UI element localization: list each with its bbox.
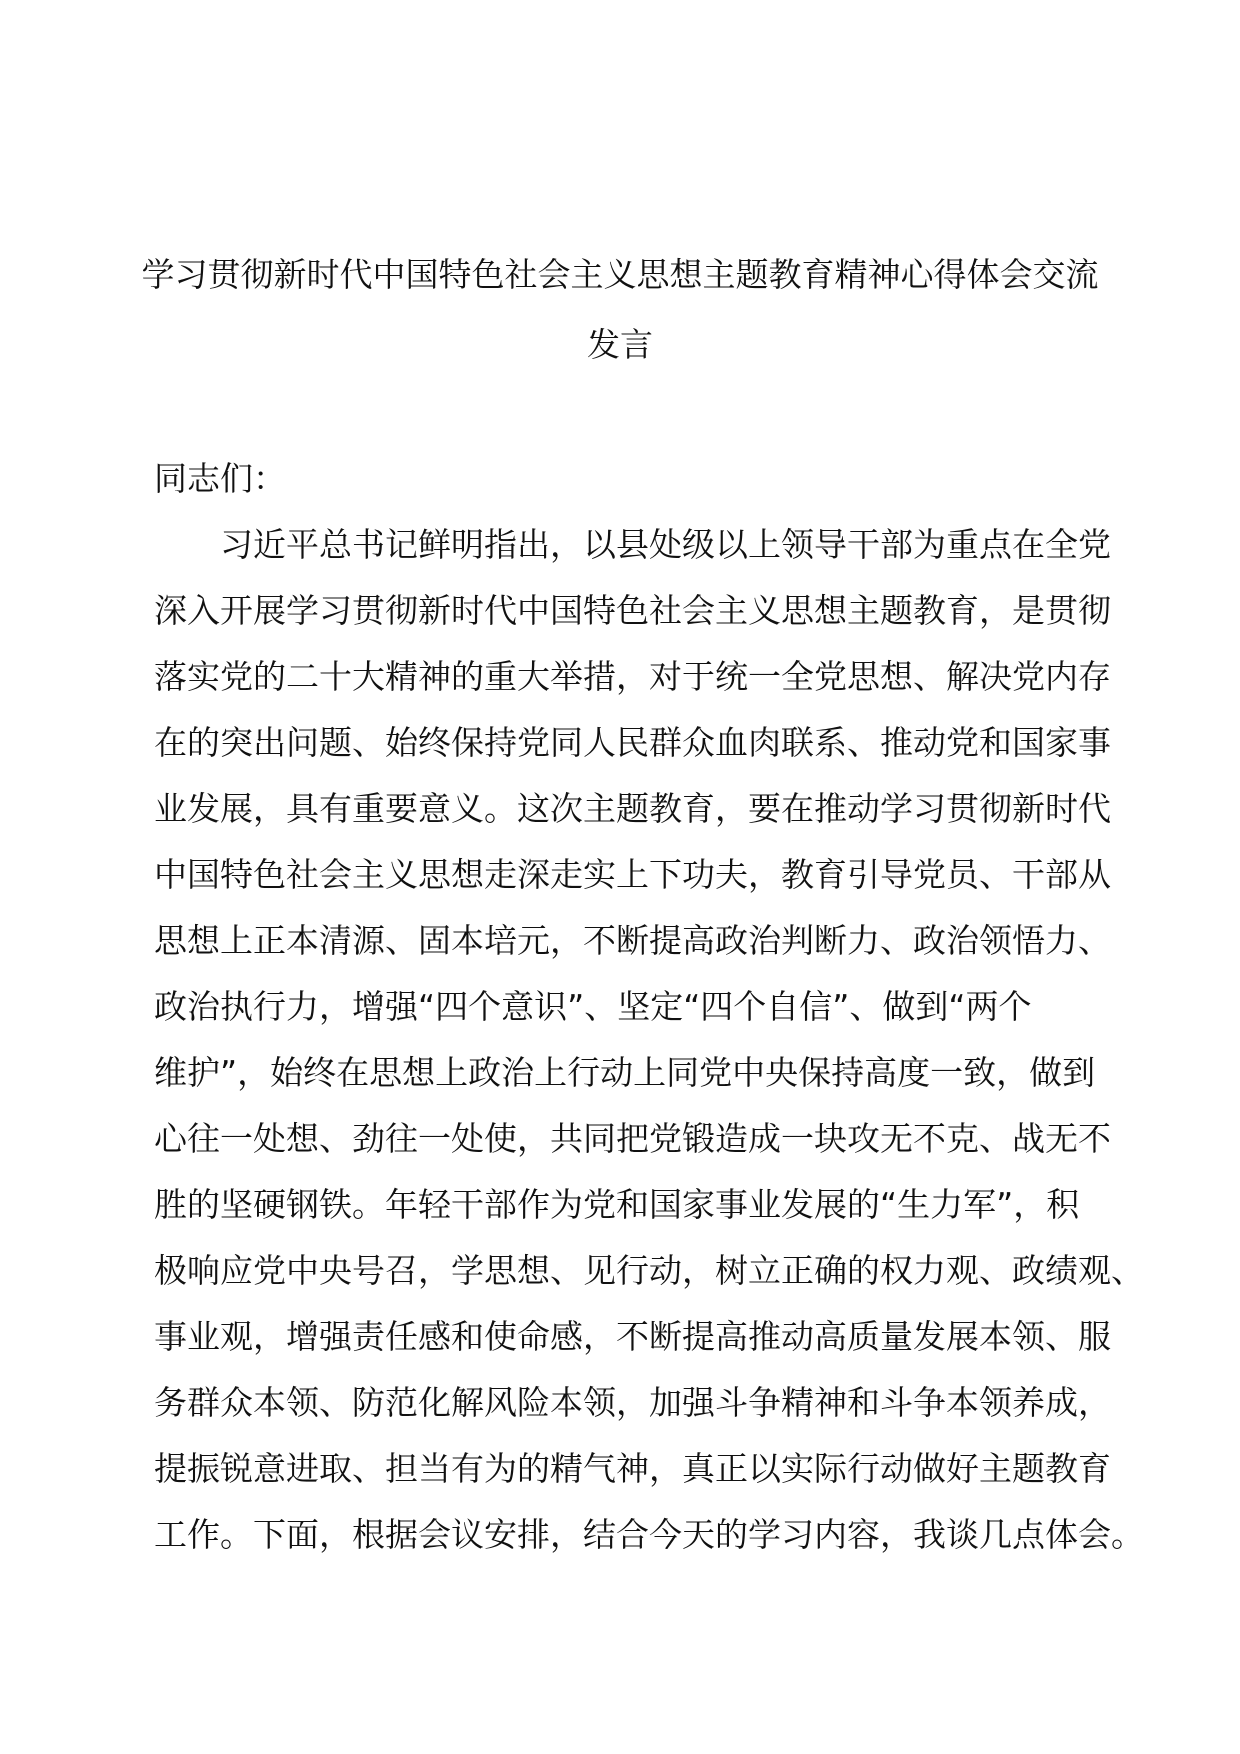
paragraph-line: 务群众本领、防范化解风险本领，加强斗争精神和斗争本领养成， xyxy=(154,1383,1111,1422)
paragraph-line: 业发展，具有重要意义。这次主题教育，要在推动学习贯彻新时代 xyxy=(154,789,1111,828)
salutation: 同志们： xyxy=(154,459,286,498)
paragraph-line: 落实党的二十大精神的重大举措，对于统一全党思想、解决党内存 xyxy=(154,657,1111,696)
paragraph-line: 事业观，增强责任感和使命感，不断提高推动高质量发展本领、服 xyxy=(154,1317,1111,1356)
paragraph-line: 在的突出问题、始终保持党同人民群众血肉联系、推动党和国家事 xyxy=(154,723,1111,762)
paragraph-line: 政治执行力，增强“四个意识”、坚定“四个自信”、做到“两个 xyxy=(154,987,1032,1026)
paragraph-line: 思想上正本清源、固本培元，不断提高政治判断力、政治领悟力、 xyxy=(154,921,1111,960)
paragraph-line: 中国特色社会主义思想走深走实上下功夫，教育引导党员、干部从 xyxy=(154,855,1111,894)
paragraph-line: 工作。下面，根据会议安排，结合今天的学习内容，我谈几点体会。 xyxy=(154,1515,1144,1554)
document-title xyxy=(140,240,1100,380)
body-paragraph xyxy=(154,512,1144,1568)
paragraph-line: 维护”，始终在思想上政治上行动上同党中央保持高度一致，做到 xyxy=(154,1053,1096,1092)
title-line-2: 发言 xyxy=(587,325,653,364)
paragraph-line: 心往一处想、劲往一处使，共同把党锻造成一块攻无不克、战无不 xyxy=(154,1119,1111,1158)
paragraph-line: 深入开展学习贯彻新时代中国特色社会主义思想主题教育，是贯彻 xyxy=(154,591,1111,630)
title-line-1: 学习贯彻新时代中国特色社会主义思想主题教育精神心得体会交流 xyxy=(141,255,1099,294)
paragraph-line: 习近平总书记鲜明指出，以县处级以上领导干部为重点在全党 xyxy=(220,525,1111,564)
paragraph-line: 胜的坚硬钢铁。年轻干部作为党和国家事业发展的“生力军”，积 xyxy=(154,1185,1080,1224)
paragraph-line: 极响应党中央号召，学思想、见行动，树立正确的权力观、政绩观、 xyxy=(154,1251,1144,1290)
paragraph-line: 提振锐意进取、担当有为的精气神，真正以实际行动做好主题教育 xyxy=(154,1449,1111,1488)
